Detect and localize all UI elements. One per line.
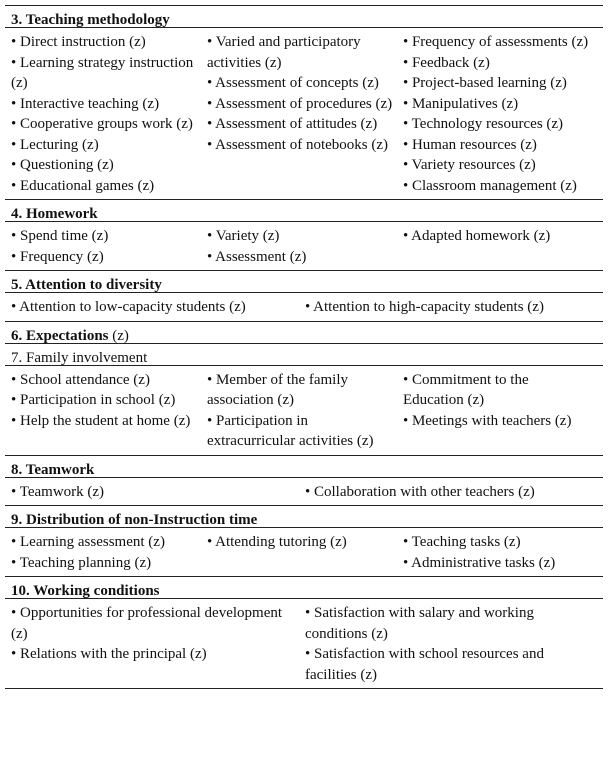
- list-item: • Opportunities for professional development (z): [11, 605, 283, 642]
- list-item: • Project-based learning (z): [402, 75, 567, 91]
- section-heading: [5, 6, 603, 28]
- section-heading-bold: 8. Teamwork: [11, 461, 95, 478]
- list-item: • Frequency (z): [11, 248, 104, 265]
- section-body: [5, 528, 603, 577]
- list-item: • Direct instruction (z): [11, 34, 146, 50]
- list-item: • Meetings with teachers (z): [402, 412, 572, 429]
- list-item: • Member of the family association (z): [206, 371, 349, 408]
- list-item: • Manipulatives (z): [402, 95, 519, 112]
- list-item: • Assessment of attitudes (z): [206, 116, 378, 132]
- list-item: • Assessment of concepts (z): [206, 75, 379, 91]
- section-column: [207, 370, 403, 452]
- list-item: • Assessment (z): [206, 248, 307, 265]
- list-item: • Participation in school (z): [11, 392, 176, 408]
- section-body: [5, 478, 603, 507]
- list-item: • Technology resources (z): [402, 116, 564, 132]
- section-heading: [5, 506, 603, 528]
- section-heading: [5, 322, 603, 344]
- list-item: • Assessment of procedures (z): [206, 95, 393, 112]
- list-item: • Commitment to the Education (z): [402, 371, 529, 408]
- list-item: • Teaching planning (z): [11, 554, 152, 571]
- section-body: [5, 28, 603, 200]
- list-item: • Educational games (z): [11, 177, 155, 194]
- section-body: [5, 222, 603, 271]
- section-heading-bold: 6. Expectations: [11, 327, 109, 344]
- section-column: [11, 297, 305, 318]
- list-item: • Attention to low-capacity students (z): [11, 299, 246, 315]
- section-heading: [5, 344, 603, 366]
- list-item: • Attending tutoring (z): [206, 534, 347, 550]
- section-column: [11, 532, 207, 573]
- list-item: • Frequency of assessments (z): [402, 34, 589, 50]
- list-item: • Participation in extracurricular activities (z): [206, 412, 374, 449]
- section-column: [403, 532, 599, 573]
- list-item: • Satisfaction with school resources and facilities (z): [305, 646, 544, 683]
- list-item: • Relations with the principal (z): [11, 646, 207, 662]
- list-item: • Cooperative groups work (z): [11, 116, 193, 132]
- list-item: • Learning strategy instruction (z): [11, 54, 194, 91]
- list-item: • Teamwork (z): [11, 483, 105, 500]
- section-heading-bold: 3. Teaching methodology: [11, 12, 170, 28]
- list-item: • Teaching tasks (z): [402, 534, 521, 550]
- section-heading-bold: 4. Homework: [11, 206, 98, 222]
- section-body: [5, 366, 603, 456]
- section-column: [207, 532, 403, 573]
- section-heading-text: (z): [108, 327, 129, 344]
- section-column: [207, 32, 403, 196]
- list-item: • Varied and participatory activities (z): [206, 34, 361, 71]
- list-item: • Variety resources (z): [402, 157, 536, 173]
- section-column: [403, 226, 599, 267]
- section-heading: [5, 200, 603, 222]
- variables-table: [5, 5, 603, 689]
- list-item: • Variety (z): [206, 228, 280, 244]
- list-item: • Classroom management (z): [402, 177, 577, 194]
- list-item: • Collaboration with other teachers (z): [305, 483, 535, 500]
- list-item: • Satisfaction with salary and working conditions (z): [305, 605, 534, 642]
- section-column: [11, 603, 305, 685]
- section-column: [305, 482, 599, 503]
- section-column: [403, 370, 599, 452]
- section-heading: [5, 271, 603, 293]
- list-item: • Feedback (z): [402, 54, 490, 71]
- list-item: • Assessment of notebooks (z): [206, 136, 389, 153]
- section-heading: [5, 577, 603, 599]
- list-item: • School attendance (z): [11, 371, 150, 388]
- list-item: • Spend time (z): [11, 228, 109, 244]
- section-body: [5, 293, 603, 322]
- list-item: • Human resources (z): [402, 136, 537, 153]
- list-item: • Questioning (z): [11, 157, 114, 173]
- section-column: [207, 226, 403, 267]
- list-item: • Learning assessment (z): [11, 534, 165, 550]
- section-heading: [5, 456, 603, 478]
- section-heading-bold: 9. Distribution of non-Instruction time: [11, 512, 258, 528]
- list-item: • Attention to high-capacity students (z): [305, 299, 544, 315]
- list-item: • Lecturing (z): [11, 136, 99, 153]
- section-column: [403, 32, 599, 196]
- section-column: [11, 370, 207, 452]
- section-column: [11, 482, 305, 503]
- list-item: • Interactive teaching (z): [11, 95, 160, 112]
- section-body: [5, 599, 603, 688]
- section-column: [305, 603, 599, 685]
- section-column: [11, 32, 207, 196]
- section-heading-bold: 5. Attention to diversity: [11, 277, 162, 293]
- section-heading-bold: 10. Working conditions: [11, 583, 160, 599]
- list-item: • Help the student at home (z): [11, 412, 191, 429]
- list-item: • Adapted homework (z): [402, 228, 551, 244]
- section-column: [11, 226, 207, 267]
- list-item: • Administrative tasks (z): [402, 554, 556, 571]
- section-column: [305, 297, 599, 318]
- section-heading-text: 7. Family involvement: [11, 349, 148, 366]
